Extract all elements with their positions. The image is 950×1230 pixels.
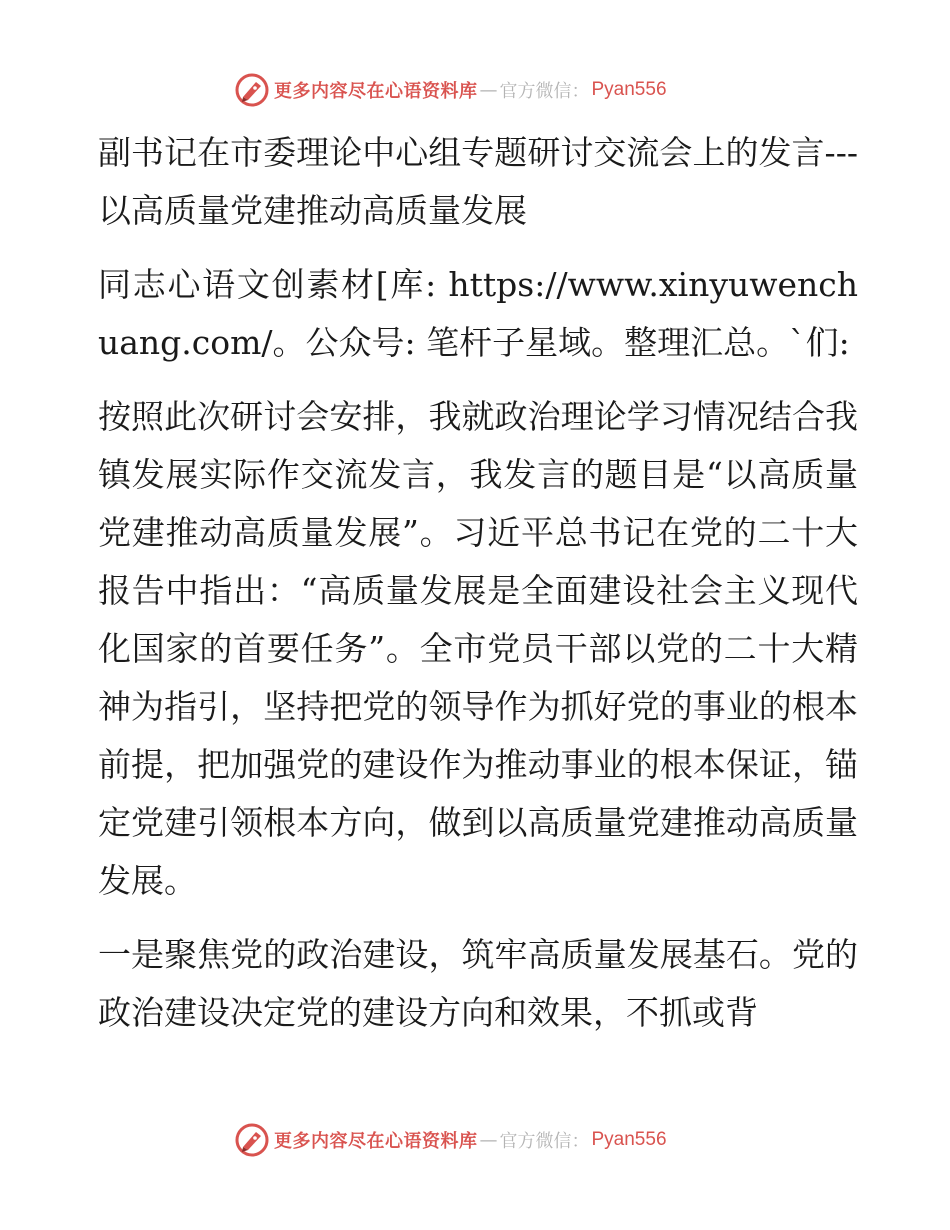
document-source-note: 同志心语文创素材[库: https://www.xinyuwenchuang.com/。公众号: 笔杆子星域。整理汇总。`们:	[98, 265, 858, 362]
document-title: 副书记在市委理论中心组专题研讨交流会上的发言---以高质量党建推动高质量发展	[98, 133, 858, 230]
banner-dash: —	[479, 1129, 498, 1151]
pen-nib-logo-icon	[234, 1122, 270, 1158]
paragraph: 按照此次研讨会安排，我就政治理论学习情况结合我镇发展实际作交流发言，我发言的题目是“以高质量党建推动高质量发展”。习近平总书记在党的二十大报告中指出：“高质量发展是全面建设社会主义现代化国家的首要任务”。全市党员干部以党的二十大精神为指引，坚持把党的领导作为抓好党的事业的根本前提，把加强党的建设作为推动事业的根本保证，锚定党建引领根本方向，做到以高质量党建推动高质量发展。	[98, 397, 858, 900]
banner-wechat-label: 官方微信：	[499, 81, 590, 102]
banner-dash: —	[479, 79, 498, 101]
footer-banner	[234, 1120, 667, 1160]
banner-wechat-label: 官方微信：	[499, 1131, 590, 1152]
document-body	[98, 124, 858, 1042]
pen-nib-logo-icon	[234, 72, 270, 108]
banner-wechat-id: Pyan556	[591, 1129, 667, 1150]
banner-slogan: 更多内容尽在心语资料库	[274, 1131, 478, 1152]
banner-wechat-id: Pyan556	[591, 79, 667, 100]
paragraph: 一是聚焦党的政治建设，筑牢高质量发展基石。党的政治建设决定党的建设方向和效果，不抓或背	[98, 935, 858, 1032]
banner-slogan: 更多内容尽在心语资料库	[274, 81, 478, 102]
header-banner	[234, 70, 667, 110]
